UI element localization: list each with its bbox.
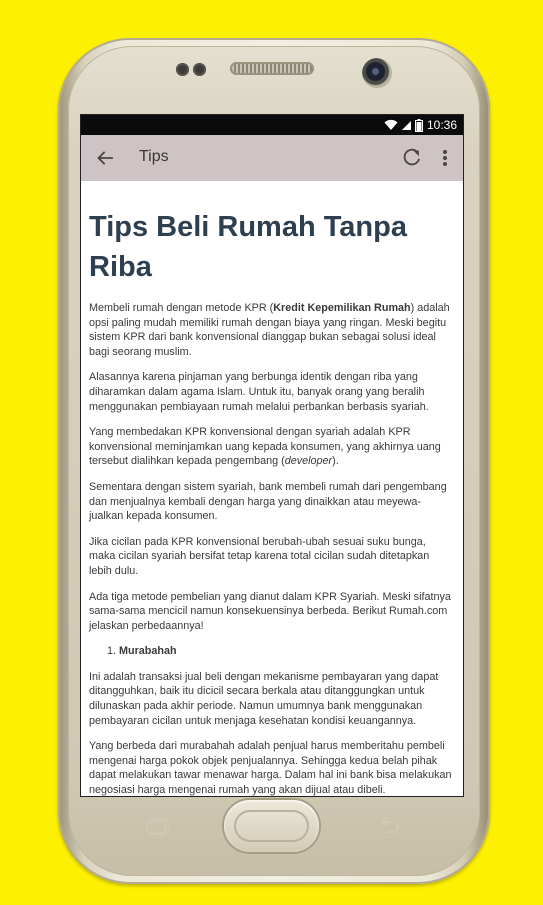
back-key-icon[interactable] (374, 815, 404, 837)
refresh-icon[interactable] (401, 146, 423, 168)
article-paragraph: Ada tiga metode pembelian yang dianut dalam KPR Syariah. Meski sifatnya sama-sama mencicil namun konsekuensinya berbeda. Berikut Rumah.com jelaskan perbedaannya! (89, 590, 451, 632)
sensor-dot (193, 63, 206, 76)
app-toolbar (81, 135, 463, 181)
more-vert-icon[interactable] (435, 146, 455, 170)
front-camera (362, 58, 392, 88)
method-list (89, 644, 455, 659)
article-paragraph (89, 425, 455, 469)
paragraph-text: ). (332, 455, 339, 468)
phone-screen (81, 115, 463, 796)
status-time: 10:36 (426, 118, 457, 132)
article-content (81, 207, 463, 796)
status-icons (384, 119, 423, 132)
battery-icon (415, 119, 423, 132)
list-item: 1. Murabahah (119, 644, 455, 659)
wifi-icon (384, 119, 398, 131)
arrow-left-icon[interactable] (93, 146, 117, 170)
italic-term: developer (284, 455, 333, 468)
article-title: Tips Beli Rumah Tanpa Riba (89, 211, 407, 283)
home-button[interactable] (224, 800, 319, 852)
home-button-ring (234, 810, 309, 842)
article-paragraph (89, 301, 455, 359)
paragraph-text: Yang membedakan KPR konvensional dengan syariah adalah KPR konvensional meminjamkan uang kepada konsumen, yang akhirnya uang tersebut dialihkan kepada pengembang ( (89, 426, 441, 468)
earpiece-speaker (230, 62, 314, 75)
toolbar-title: Tips (139, 148, 169, 165)
status-bar (81, 115, 463, 135)
paragraph-text: Membeli rumah dengan metode KPR ( (89, 302, 274, 314)
article-paragraph: Ini adalah transaksi jual beli dengan mekanisme pembayaran yang dapat ditangguhkan, baik itu dicicil secara berkala atau ditanggungkan untuk dilunaskan pada akhir periode. Namun umumnya bank menggunakan pembayaran cicilan untuk menjaga kesehatan kondisi keuangannya. (89, 670, 439, 727)
article-paragraph: Jika cicilan pada KPR konvensional berubah-ubah sesuai suku bunga, maka cicilan syariah bersifat tetap karena total cicilan sudah ditetapkan lebih dulu. (89, 535, 430, 577)
signal-icon (401, 119, 412, 131)
paragraph-text: ) adalah opsi paling mudah memiliki rumah dengan biaya yang ringan. Meski begitu sistem KPR dari bank konvensional dianggap bukan sebagai solusi ideal bagi seorang muslim. (89, 302, 450, 358)
article-paragraph: Alasannya karena pinjaman yang berbunga identik dengan riba yang diharamkan dalam agama Islam. Untuk itu, banyak orang yang beralih menggunakan pembiayaan rumah melalui perbankan berbasis syariah. (89, 371, 429, 413)
bold-term: Kredit Kepemilikan Rumah (273, 302, 411, 314)
article-paragraph: Yang berbeda dari murabahah adalah penjual harus memberitahu pembeli mengenai harga pokok objek penjualannya. Sehingga kedua belah pihak dapat melakukan tawar menawar harga. Dalam hal ini bank bisa melakukan negosiasi harga mengenai rumah yang akan dijual atau dibeli. (89, 740, 452, 796)
article-paragraph: Sementara dengan sistem syariah, bank membeli rumah dari pengembang dan menjualnya kembali dengan harga yang dinaikkan atau meyewa-jualkan kepada konsumen. (89, 480, 447, 523)
sensor-dot (176, 63, 189, 76)
recent-apps-key-icon[interactable] (141, 816, 171, 838)
